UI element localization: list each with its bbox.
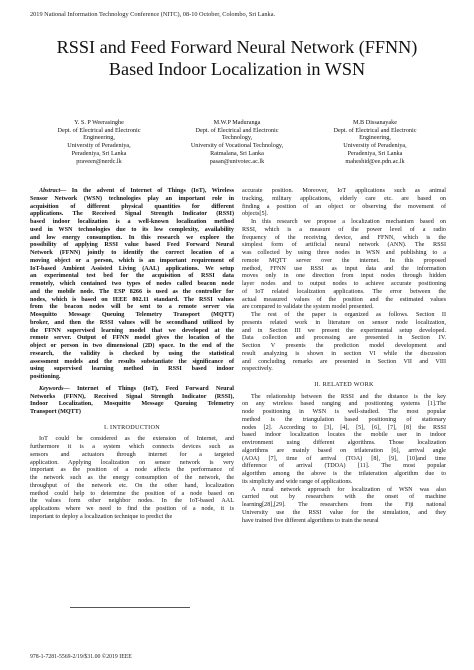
text-line: and in Section III we present the experimental setup developed. bbox=[242, 327, 446, 334]
text-line: and concluding remarks are presented in Section VII and VIII bbox=[242, 358, 446, 365]
title-line-1: RSSI and Feed Forward Neural Network (FFNN) bbox=[56, 37, 418, 57]
text-line: actual measured values of the position and the estimated values bbox=[242, 296, 446, 303]
text-line: Network (FFNN) jointly to identify the correct location of a bbox=[30, 250, 234, 256]
text-line: moves only in one direction from input nodes through hidden bbox=[242, 273, 446, 280]
text-line: tracking, military applications, elderly care etc. are based on bbox=[242, 195, 446, 202]
section-label: Abstract— bbox=[39, 188, 67, 194]
text-line: (AOA) [7], time of arrival (TOA) [8], [9], [10]and time bbox=[242, 455, 446, 462]
author-affiliation: Technology, bbox=[221, 134, 253, 142]
text-line: Section V presents the prediction model development and bbox=[242, 343, 446, 349]
text-line: assessment models and the results substantiate the significance of bbox=[30, 358, 234, 365]
left-column bbox=[30, 188, 234, 522]
author-affiliation: Peradeniya, Sri Lanka bbox=[71, 149, 127, 157]
text-line: Networks (FFNN), Received Signal Strength Indicator (RSSI), bbox=[30, 393, 234, 400]
text-line: and the mobile node. The ESP 8266 is used as the controller for bbox=[30, 288, 234, 295]
author-2 bbox=[168, 119, 306, 165]
text-line: applications where we need to find the position of a node, it is bbox=[30, 506, 234, 512]
title-line-2: Based Indoor Localization in WSN bbox=[108, 59, 366, 79]
footnote-divider bbox=[70, 607, 190, 608]
text-line: acquisition of different physical quantities for different bbox=[30, 203, 234, 210]
author-email: pasan@univotec.ac.lk bbox=[209, 157, 265, 165]
introduction-paragraph bbox=[30, 436, 234, 521]
text-line: Sensor Network (WSN) technologies play an important role in bbox=[30, 195, 234, 202]
author-affiliation: Engineering, bbox=[359, 134, 391, 142]
text-line: Data collection and processing are presented in Section IV. bbox=[242, 335, 446, 342]
author-affiliation: University of Vocational Technology, bbox=[190, 142, 284, 150]
copyright-footer: 978-1-7281-5569-2/19/$31.00 ©2019 IEEE bbox=[30, 654, 132, 660]
author-affiliation: Dept. of Electrical and Electronic bbox=[195, 126, 279, 134]
text-line: remote MQTT server over the internet. In this proposed bbox=[242, 257, 446, 264]
text-line: sensors and actuators through internet for a targeted bbox=[30, 451, 234, 458]
text-line: Mosquitto Message Queuing Telemetry Transport (MQTT) bbox=[30, 312, 234, 318]
text-line: learning[28],[29]. The researchers from the Fiji national bbox=[242, 502, 446, 508]
text-line: algorithm among the above is the trilateration algorithm due to bbox=[242, 471, 446, 477]
text-line: remote server. Output of FFNN model gives the location of the bbox=[30, 335, 234, 342]
text-line: throughput of the network etc. On the other hand, localization bbox=[30, 482, 234, 489]
abstract bbox=[30, 188, 234, 382]
text-line: using supervised learning method in RSSI based indoor bbox=[30, 366, 234, 373]
text-line: remotely, which contained two types of nodes called beacon node bbox=[30, 281, 234, 287]
text-line: application. Applying localization on sensor network is very bbox=[30, 459, 234, 466]
text-line: from the beacon nodes will be sent to a remote server via bbox=[30, 304, 234, 311]
line-text: In the advent of Internet of Things (IoT), Wireless bbox=[66, 188, 234, 194]
text-line: finding a position of an object or observing the movement of bbox=[242, 203, 446, 210]
text-line: presents related work in literature on sensor node localization, bbox=[242, 319, 446, 326]
author-block bbox=[30, 119, 444, 179]
text-line: and low energy consumption. In this research we explore the bbox=[30, 234, 234, 241]
text-line: used in WSN technologies due to its low complexity, availability bbox=[30, 226, 234, 233]
text-line: nodes [2]. According to [3], [4], [5], [6], [7], [8] the RSSI bbox=[242, 424, 446, 431]
text-line: environment using different algorithms. Those localization bbox=[242, 440, 446, 446]
text-line: positioning. bbox=[30, 374, 61, 380]
text-line bbox=[30, 188, 234, 196]
text-line: result analyzing is shown in section VI while the discussion bbox=[242, 350, 446, 357]
related-work-paragraph bbox=[242, 394, 446, 487]
text-line: its simplicity and wide range of applications. bbox=[242, 478, 353, 485]
organization-paragraph bbox=[242, 312, 446, 374]
text-line: IoT could be considered as the extension of Internet, and bbox=[39, 436, 234, 443]
right-column bbox=[242, 188, 446, 525]
text-line: have trained five different algorithms to train the neural bbox=[242, 517, 379, 524]
text-line: important to deploy a localization technique to predict the bbox=[30, 513, 173, 520]
text-line: an experimental test bed for the acquisition of RSSI data bbox=[30, 273, 234, 280]
author-3 bbox=[306, 119, 444, 165]
text-line: based indoor localization locates the mobile user in indoor bbox=[242, 432, 446, 439]
text-line: broker, and then the RSSI values will be secondhand utilized by bbox=[30, 319, 234, 326]
text-line: algorithms are mainly based on trilateration [6], arrival angle bbox=[242, 447, 446, 454]
text-line: RSSI, which is a measure of the power level of a radio bbox=[242, 226, 446, 233]
text-line: of IoT related localization applications. The error between the bbox=[242, 288, 446, 295]
author-affiliation: Peradeniya, Sri Lanka bbox=[347, 149, 403, 157]
section-heading-introduction: I. INTRODUCTION bbox=[103, 424, 160, 431]
text-line: frequency of the receiving device, and FFNN, which is the bbox=[242, 234, 446, 241]
text-line: accurate position. Moreover, IoT applications such as animal bbox=[242, 188, 446, 194]
text-line bbox=[30, 386, 234, 394]
text-line: object or person in two dimensional (2D) space. In the end of the bbox=[30, 343, 234, 349]
text-line: carried out by researchers with the onset of machine bbox=[242, 494, 446, 501]
text-line: simplest form of artificial neural network (ANN). The RSSI bbox=[242, 242, 446, 249]
text-line: objects[5]. bbox=[242, 211, 269, 218]
text-line: method, FFNN use RSSI as input data and the information bbox=[242, 265, 446, 272]
author-name: M.B Dissanayake bbox=[353, 119, 397, 126]
text-line: The rest of the paper is organized as follows. Section II bbox=[251, 312, 446, 318]
text-line: on any wireless based ranging and positioning systems [1].The bbox=[242, 401, 446, 408]
text-line: applications. The Received Signal Strength Indicator (RSSI) bbox=[30, 211, 234, 218]
author-affiliation: University of Peradeniya, bbox=[67, 142, 131, 150]
paper-title bbox=[0, 36, 474, 80]
text-line: moving object or a person, which is an important requirement of bbox=[30, 257, 234, 264]
text-line: the network such as the energy consumption of the network, the bbox=[30, 475, 234, 481]
text-line: important as the position of a node affects the performance of bbox=[30, 467, 234, 474]
text-line: method is the triangulation based positioning of stationary bbox=[242, 416, 446, 423]
text-line: are compared to validate the system model presented. bbox=[242, 304, 374, 311]
section-heading-related-work: II. RELATED WORK bbox=[314, 381, 374, 388]
author-1 bbox=[30, 119, 168, 165]
text-line: method could help to determine the position of a node based on bbox=[30, 490, 234, 497]
conference-header: 2019 National Information Technology Conference (NITC), 08-10 October, Colombo, Sri Lanka. bbox=[30, 11, 276, 18]
text-line: The relationship between the RSSI and the distance is the key bbox=[251, 393, 446, 400]
text-line: difference of arrival (TDOA) [11]. The most popular bbox=[242, 463, 446, 470]
section-label: Keywords— bbox=[39, 385, 70, 392]
author-affiliation: Dept. of Electrical and Electronic bbox=[57, 126, 141, 134]
author-name: M.W.P Maduranga bbox=[213, 119, 261, 126]
text-line: Transport (MQTT) bbox=[30, 409, 81, 415]
author-email: maheshid@ee.pdn.ac.lk bbox=[345, 157, 405, 165]
text-line: A rural network approach for localization of WSN was also bbox=[251, 486, 446, 493]
text-line: University use the RSSI value for the simulation, and they bbox=[242, 509, 446, 516]
author-affiliation: Ratmalana, Sri Lanka bbox=[210, 149, 264, 157]
text-line: Indoor Localization, Mosquitto Message Queuing Telemetry bbox=[30, 401, 234, 408]
author-affiliation: Dept. of Electrical and Electronic bbox=[333, 126, 417, 134]
author-affiliation: Engineering, bbox=[83, 134, 115, 142]
text-line: was collected by using three nodes in WSN and publishing to a bbox=[242, 250, 446, 256]
text-line: nodes, which is based on IEEE 802.11 standard. The RSSI values bbox=[30, 296, 234, 303]
author-email: praveen@nerdc.lk bbox=[76, 157, 122, 165]
proposal-paragraph bbox=[242, 219, 446, 312]
intro-continuation-paragraph bbox=[242, 188, 446, 219]
text-line: based indoor localization is a well-known localization method bbox=[30, 219, 234, 225]
text-line: possibility of applying RSSI value based Feed Forward Neural bbox=[30, 242, 234, 249]
text-line: IoT-based Ambient Assisted Living (AAL) applications. We setup bbox=[30, 265, 234, 272]
neural-network-paragraph bbox=[242, 487, 446, 526]
text-line: respectively. bbox=[242, 366, 273, 373]
text-line: the values form other neighbor nodes. In the IoT-based AAL bbox=[30, 498, 234, 505]
text-line: In this research we propose a localization mechanism based on bbox=[251, 219, 446, 225]
text-line: the FFNN supervised learning model that we developed at the bbox=[30, 327, 234, 334]
text-line: layer nodes and to output nodes to achieve accurate positioning bbox=[242, 281, 446, 287]
text-line: furthermore it is a system which connects devices such as bbox=[30, 444, 234, 450]
author-name: Y. S. P Weerasinghe bbox=[74, 119, 124, 126]
text-line: research, the validity is checked by using the statistical bbox=[30, 350, 234, 357]
keywords bbox=[30, 386, 234, 417]
text-line: node positioning in WSN is well-studied. The most popular bbox=[242, 409, 446, 415]
line-text: Internet of Things (IoT), Feed Forward Neural bbox=[69, 385, 234, 392]
author-affiliation: University of Peradeniya, bbox=[343, 142, 407, 150]
